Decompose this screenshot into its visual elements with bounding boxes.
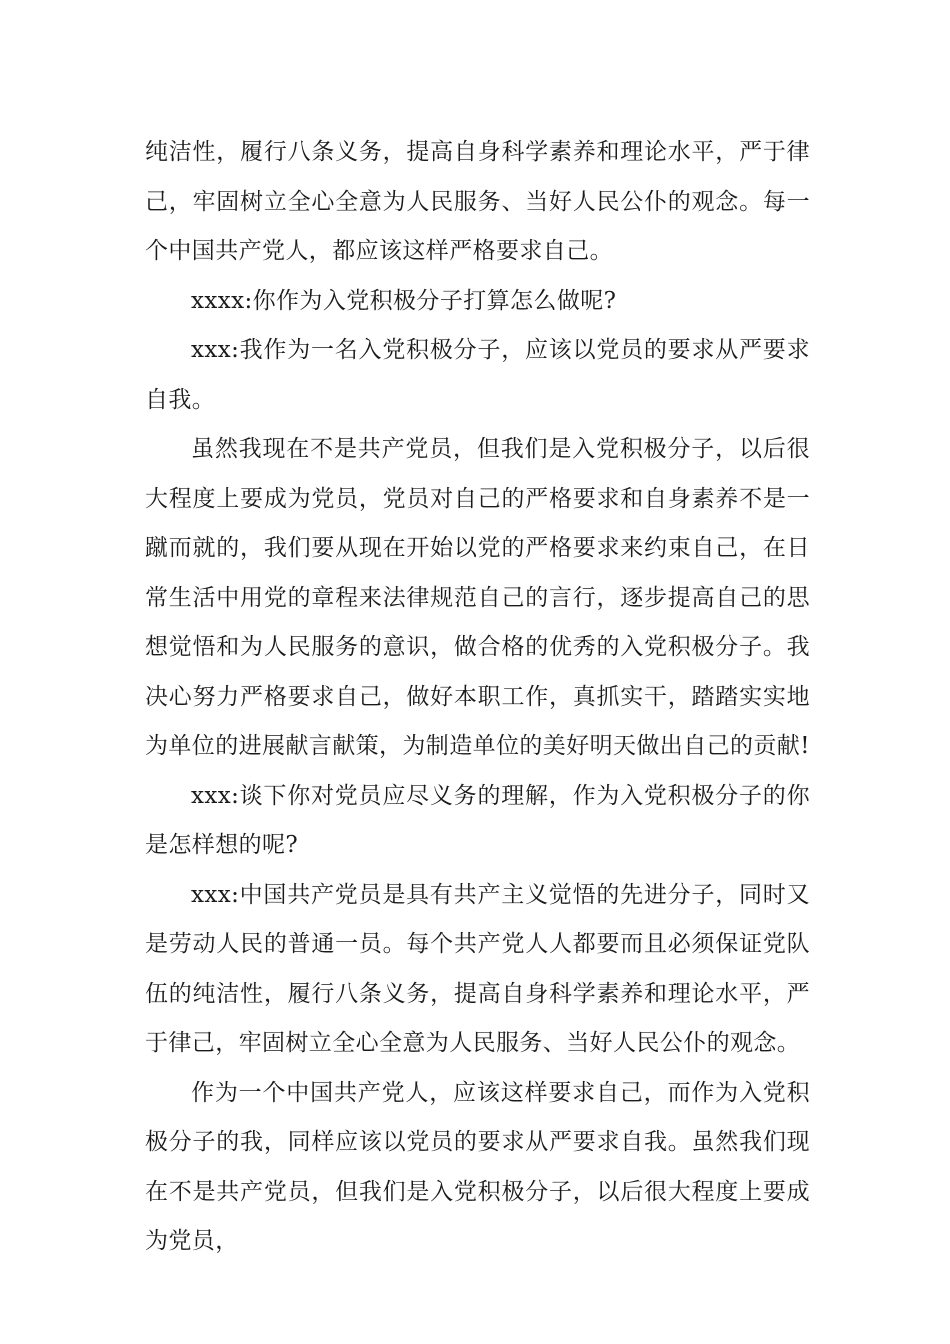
paragraph-answer-requirement: xxx:我作为一名入党积极分子，应该以党员的要求从严要求自我。 — [145, 337, 810, 413]
paragraph-question-plan: xxxx:你作为入党积极分子打算怎么做呢? — [191, 287, 617, 314]
paragraph-conclusion: 作为一个中国共产党人，应该这样要求自己，而作为入党积极分子的我，同样应该以党员的要求从严要求自我。虽然我们现在不是共产党员，但我们是入党积极分子，以后很大程度上要成为党员， — [145, 1079, 810, 1254]
paragraph-question-duties: xxx:谈下你对党员应尽义务的理解，作为入党积极分子的你是怎样想的呢? — [145, 782, 810, 858]
paragraph-continuation: 纯洁性，履行八条义务，提高自身科学素养和理论水平，严于律己，牢固树立全心全意为人民服务、当好人民公仆的观念。每一个中国共产党人，都应该这样严格要求自己。 — [145, 139, 810, 264]
paragraph-answer-duties: xxx:中国共产党员是具有共产主义觉悟的先进分子，同时又是劳动人民的普通一员。每个共产党人人都要而且必须保证党队伍的纯洁性，履行八条义务，提高自身科学素养和理论水平，严于律己，牢固树立全心全意为人民服务、当好人民公仆的观念。 — [145, 881, 810, 1056]
paragraph-answer-detail: 虽然我现在不是共产党员，但我们是入党积极分子，以后很大程度上要成为党员，党员对自己的严格要求和自身素养不是一蹴而就的，我们要从现在开始以党的严格要求来约束自己，在日常生活中用党的章程来法律规范自己的言行，逐步提高自己的思想觉悟和为人民服务的意识，做合格的优秀的入党积极分子。我决心努力严格要求自己，做好本职工作，真抓实干，踏踏实实地为单位的进展献言献策，为制造单位的美好明天做出自己的贡献! — [145, 436, 810, 759]
document-body — [145, 128, 810, 1267]
